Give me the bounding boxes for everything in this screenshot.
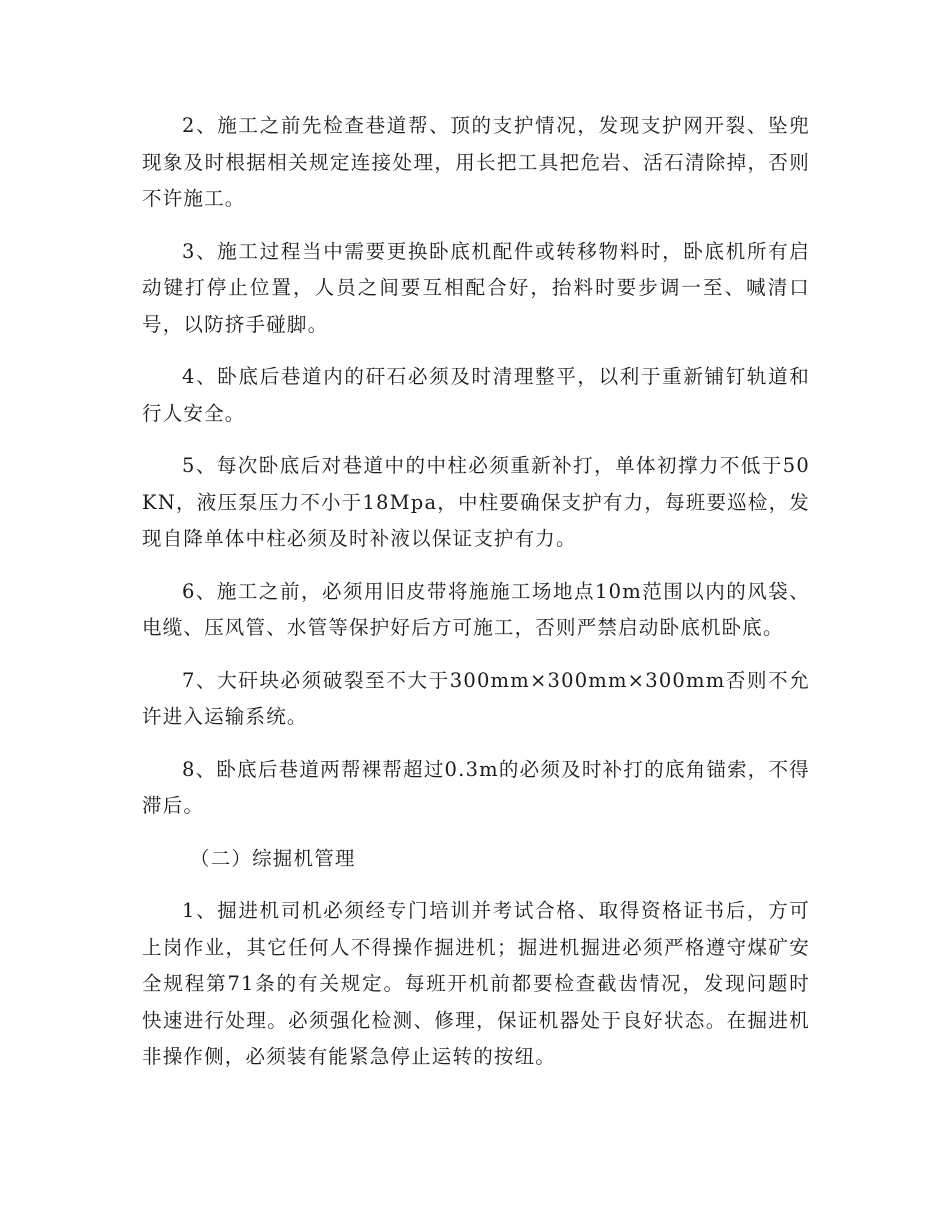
paragraph-3: 3、施工过程当中需要更换卧底机配件或转移物料时，卧底机所有启动键打停止位置，人员之间要互相配合好，抬料时要步调一至、喊清口号，以防挤手碰脚。 xyxy=(142,239,810,336)
section-heading: （二）综掘机管理 xyxy=(190,846,356,870)
paragraph-5: 5、每次卧底后对巷道中的中柱必须重新补打，单体初撑力不低于50KN，液压泵压力不小于18Mpa，中柱要确保支护有力，每班要巡检，发现自降单体中柱必须及时补液以保证支护有力。 xyxy=(142,454,810,550)
document-page xyxy=(142,108,810,1092)
section-paragraph-1: 1、掘进机司机必须经专门培训并考试合格、取得资格证书后，方可上岗作业，其它任何人不得操作掘进机；掘进机掘进必须严格遵守煤矿安全规程第71条的有关规定。每班开机前都要检查截齿情况，发现问题时快速进行处理。必须强化检测、修理，保证机器处于良好状态。在掘进机非操作侧，必须装有能紧急停止运转的按纽。 xyxy=(142,899,810,1068)
paragraph-7: 7、大矸块必须破裂至不大于300mm×300mm×300mm否则不允许进入运输系统。 xyxy=(142,668,810,728)
paragraph-6: 6、施工之前，必须用旧皮带将施施工场地点10m范围以内的风袋、电缆、压风管、水管等保护好后方可施工，否则严禁启动卧底机卧底。 xyxy=(142,579,810,639)
paragraph-8: 8、卧底后巷道两帮裸帮超过0.3m的必须及时补打的底角锚索，不得滞后。 xyxy=(142,757,810,817)
paragraph-2: 2、施工之前先检查巷道帮、顶的支护情况，发现支护网开裂、坠兜现象及时根据相关规定连接处理，用长把工具把危岩、活石清除掉，否则不许施工。 xyxy=(142,114,810,210)
paragraph-4: 4、卧底后巷道内的矸石必须及时清理整平，以利于重新铺钉轨道和行人安全。 xyxy=(142,365,810,425)
